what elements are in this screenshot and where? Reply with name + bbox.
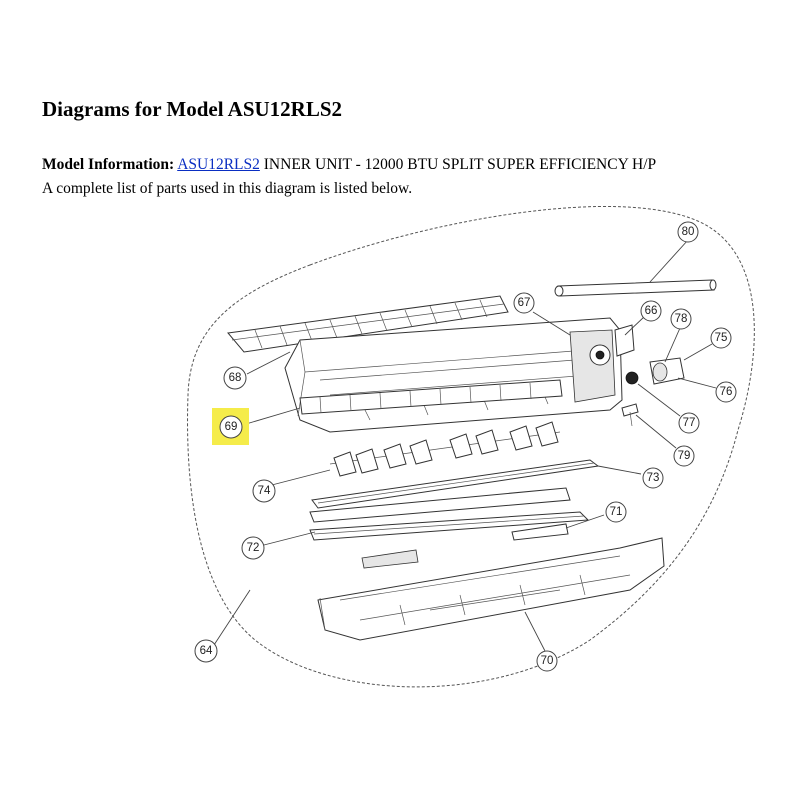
part-cabinet-front-panel: [318, 538, 664, 640]
svg-text:75: 75: [714, 332, 728, 344]
callout-73[interactable]: [643, 468, 663, 488]
callout-74[interactable]: [253, 480, 275, 502]
part-vertical-louvers: [330, 422, 560, 476]
callout-72[interactable]: [242, 537, 264, 559]
svg-text:68: 68: [228, 372, 242, 384]
callout-76[interactable]: [716, 382, 736, 402]
exploded-parts-diagram: [0, 205, 800, 705]
svg-text:76: 76: [719, 386, 733, 398]
svg-text:78: 78: [674, 313, 688, 325]
part-shaft-screw: [622, 404, 638, 426]
svg-text:72: 72: [246, 542, 260, 554]
callout-78[interactable]: [671, 309, 691, 329]
callout-71[interactable]: [606, 502, 626, 522]
svg-text:80: 80: [681, 226, 695, 238]
callout-70[interactable]: [537, 651, 557, 671]
svg-text:70: 70: [540, 655, 554, 667]
svg-text:73: 73: [646, 472, 660, 484]
svg-text:79: 79: [677, 450, 691, 462]
part-fan-motor: [650, 358, 684, 384]
svg-text:69: 69: [224, 421, 238, 433]
svg-text:66: 66: [644, 305, 658, 317]
svg-text:77: 77: [682, 417, 696, 429]
model-info-label: Model Information:: [42, 156, 175, 173]
callout-80[interactable]: [678, 222, 698, 242]
svg-text:74: 74: [257, 485, 271, 497]
callout-67[interactable]: [514, 293, 534, 313]
callout-68[interactable]: [224, 367, 246, 389]
callout-75[interactable]: [711, 328, 731, 348]
callout-79[interactable]: [674, 446, 694, 466]
svg-text:71: 71: [609, 506, 623, 518]
model-link[interactable]: ASU12RLS2: [177, 156, 260, 173]
model-description: INNER UNIT - 12000 BTU SPLIT SUPER EFFICIENCY H/P: [263, 156, 657, 173]
callout-66[interactable]: [641, 301, 661, 321]
callout-64[interactable]: [195, 640, 217, 662]
svg-text:67: 67: [517, 297, 531, 309]
callout-77[interactable]: [679, 413, 699, 433]
svg-text:64: 64: [199, 645, 213, 657]
part-louver-link: [512, 524, 568, 540]
parts-list-note: A complete list of parts used in this diagram is listed below.: [42, 180, 413, 197]
part-pipe-insulation: [555, 280, 716, 296]
page-title: Diagrams for Model ASU12RLS2: [42, 97, 343, 121]
part-motor-gear: [626, 372, 638, 384]
model-information: [42, 156, 656, 174]
callout-69[interactable]: [212, 408, 249, 445]
